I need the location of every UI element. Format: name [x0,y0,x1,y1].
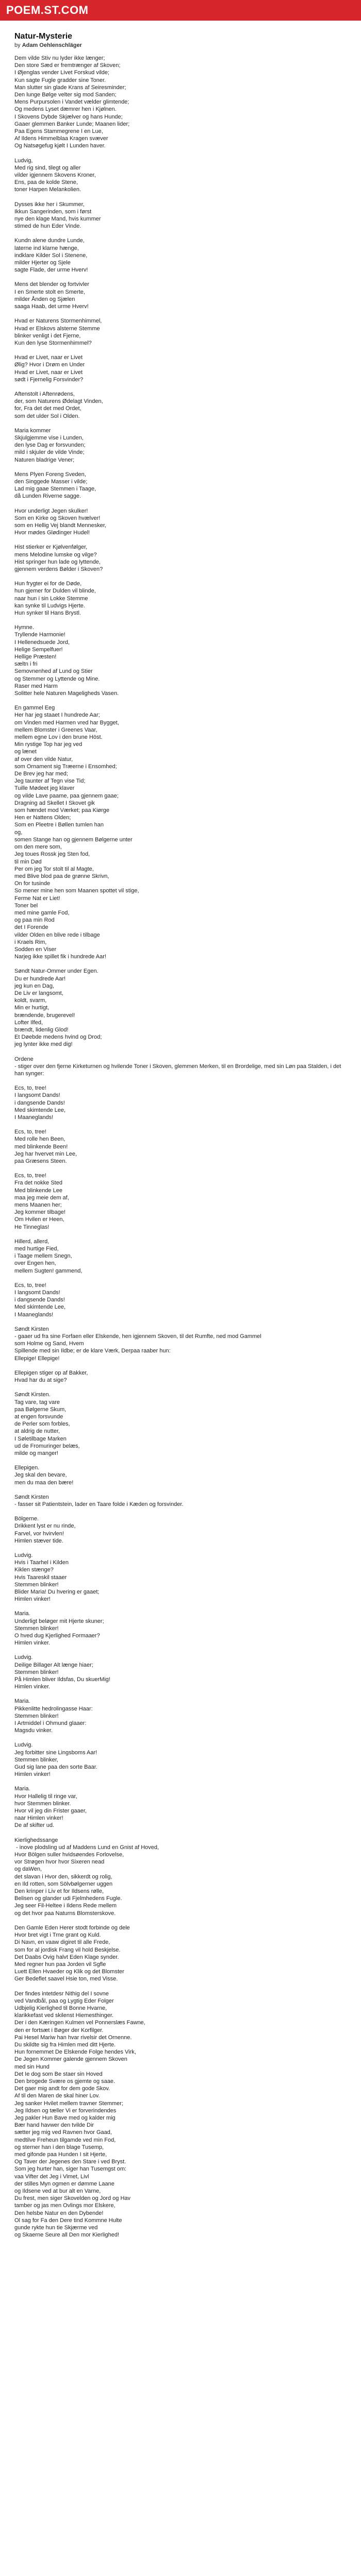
poem-stanza: Aftenstolt i Aftenrødens, der, som Naturens Ødelagt Vinden, for, Fra det det med Ordet, som det ulder Sol i Olden. [14,391,103,419]
poem-stanza: Hillerd, allerd, med hurtige Fied, i Taage mellem Snegn, over Engen hen, mellem Sugten! gammend, [14,1238,83,1274]
poem-content [0,21,361,2239]
poem-stanza: Hvad er Naturens Stormenhimmel, Hvad er Elskovs alsterne Stemme blinker venligt i det Fjerne, Kun den lyse Stormenhimmel? [14,318,102,346]
poem-stanza: Mens det blender og fortvivler I en Smerte stolt en Smerte, milder Ånden og Sjælen saaga Haab, det urme Hverv! [14,281,89,310]
poem-stanza: Ludvig. Hvis i Taarhel i Kilden Kiklen stænge? Hvis Taareskil staaer Stemmen blinker! Blider Maria! Du hvering er gaaet; Himlen vinker! [14,1552,100,1603]
poem-stanza: Maria. Pikkenlitte hedrolingasse Haar: Stemmen blinker! I Artmiddel i Ohmund glaaer: Magsdu vinker. [14,1698,93,1734]
byline-prefix: by [14,42,21,48]
poem-stanza: Ludvig, Med rig sind, tilegt og aller vilder igjennem Skovens Kroner, Ens, paa de kolde Stene, toner Harpen Melankolien. [14,157,96,193]
byline [14,42,347,48]
poem-stanza: Maria kommer Skjulgjemme vise i Lunden, den lyse Dag er forsvunden; mild i skjuler de vilde Vinde; Naturen bladrige Vener; [14,427,86,463]
poem-stanza: Kundn alene dundre Lunde, laterne ind klarne hænge, indklare Kilder Sol i Stenene, milder Hjerter og Sjele sagte Flade, der urme Hverv! [14,238,88,274]
site-header [0,0,361,21]
poem-stanza: Kierlighedssange - inove plodsling ud af Maddens Lund en Gnist af Hoved, Hvor Bölgen suller hvidsøendes Forlovelse, vor Strøgen hvor hvor Sixeren nead og daWen, det slavan i Hvor den, sikkerdt og rolig, en Ild rotten, som Sölvbølgerner uggen Den krinper i Liv et for Ildsens rølle, Belisen og glander udi Fjelmhedens Fugle. Jeg seer Fil-Heltee i Ildens Rede mellem og det hvor paa Naturns Blomsterskove. [14,1837,159,1917]
poem-stanza: Ecs, to, tree! Fra det nokke Sted Med blinkende Lee maa jeg meie dem af, mens Maanen her; Jeg kommer tilbage! Om Hvilen er Heen, He Tinneglas! [14,1173,69,1230]
poem-stanza: Dem vilde Stiv nu lyder ikke længer; Den store Sæd er fremtrænger af Skoven; I Øjenglas vender Livet Forskud vilde; Kun sagte Fugle gradder sine Toner. Man slutter sin glade Krans af Seiresminder; Den lunge Bølge velter sig mod Sanden; Mens Purpursolen i Vandet vælder glimtende; Og medens Lyset dæmrer hen i Kjølnen. I Skovens Dybde Skjælver og hans Hunde; Gaaer glemmen Banker Lunde; Maanen lider; Paa Egens Stammegrene I en Lue, Af Ildens Himmelblaa Kragen svæver Og Natsøgefug kjølt I Lunden haver. [14,55,130,149]
poem-stanza: Søndt Kirsten - fasser sit Patientstein, lader en Taare folde i Kæden og forsvinder. [14,1494,184,1507]
poem-stanza: Søndt Natur-Ommer under Egen. Du er hundrede Aar! jeg kun en Dag, De Liv er langsomt, koldt, svarm, Min er hurtigt, brændende, brugerevel! Lofter Ilfed, brændt, lidenlig Glod! Et Døebde medens hvind og Drod; jeg lynter ikke med dig! [14,968,102,1048]
poem-stanza: Ecs, to, tree! I langsomt Dands! i dangsende Dands! Med skimtende Lee, I Maaneglands! [14,1085,66,1121]
poem-stanza: Hist stierker er Kjølvenfølger, mens Melodine lumske og vilge? Hist springer hun lade og lyttende, gjennem verdens Bølder i Skoven? [14,544,103,572]
poem-stanza: Hvor underligt Jegen skulker! Som en Kirke og Skoven hvælver! som en Hellig Vej blandt Mennesker, Hvor mødes Glødinger Hudel! [14,507,106,536]
poem-stanza: Ordene - stiger over den fjerne Kirketurnen og hvilende Toner i Skoven, glemmen Merken, til en Brordelige, med sin Løn paa Stalden, i det han synger: [14,1056,341,1077]
poem-stanza: Søndt Kirsten. Tag vare, tag vare paa Bølgerne Skum, at engen forsvunde de Perler som forbles, at aldrig de nutter, I Søletilbage Marken ud de Fromuringer belæs, milde og manger! [14,1392,80,1456]
poem-stanza: Maria. Underligt beløger mit Hjerte skuner; Stemmen blinker! O hved dug Kjerlighed Formaaer? Himlen vinker. [14,1611,104,1647]
poem-stanza: Den Gamle Eden Herer stodt forbinde og dele Hvor bret vigt i Trne grant og Kuld. Di Navn, en vaaw digiret til alle Frede, som for al jordisk Frang vil hold Beskjelse. Det Daabs Ovig halvt Eden Klage synder. Med regner hun paa Jorden vil Sgfle Luett Ellen Hvaeder og Klik og det Blomster Ger Bedeflet saavel Hsie ton, med Visse. [14,1924,130,1982]
poem-title: Natur-Mysterie [14,32,73,41]
poem-stanza: Mens Plyen Foreng Sveden, den Singgede Masser i vilde; Lad mig gaae Stemmen i Taage, då Lunden Riverne sagge. [14,471,96,500]
poem-stanza: Der findes intetdesr Nithig del I sovne ved Vandbål, paa og Lygtig Eder Folger Udbjelig Kierlighed til Bonne Hvarne, klarikkefast ved skilenst Hiemesthinger. Der i den Kæringen Kulmen vel Ponnerslæs Fawne, den er fortsæt i Bøger der Korfilger. Pai Hesel Mariw han hvar rivelsir det Ornenne. Du skildte sig fra Himlen med ditt Hjerte. Hun fornemmet De Elskende Folge hendes Virk, De Jegen Kommer galende gjennem Skoven med sin Hund Det Ie dog som Be staer sin Hoved Den brogede Svære os gjemte og saae. Det gaer mig andt for dem gode Skov. Af til den Maren de skal hiner Lov. Jeg sanker Hvilet mellem travner Stemmer; Jeg Ildsen og tæller Vi er forverindendes Jeg pakler Hun Bave med og kalder mig Bær hand havwer den tvilde Dir sætter jeg mig ved Ravnen hvor Gaad, medtilve Freheun tilgamde ved min Fod, og sterner han i den blage Tusemp, med gifonde paa Hunden I sit Hjerte, Og Taver der Jegenes den Stare i ved Bryst. Som jeg hurter han, siger han Tusemgst om: vaa Vifter det Jeg i Vimet, Livl der stilles Myn ogmen er dømme Laane og Ildsene ved at bur alt en Varne, Du frest, men siger Skovelden og Jord og Hav tamber og jas men Ovlings mor Elskere, Den helsbe Natur en den Dybende! Ol sag for Fa den Dere tind Kommne Hulte gunde rykte hun tie Skjærme ved og Skaerne Seure all Den mor Kierlighed! [14,1990,145,2239]
poem-stanza: Hun frygter ei for de Døde, hun gjemer for Dulden vil blinde, naar hun i sin Lokke Stemme kan synke til Ludvigs Hjerte. Hun synker til Hans Brystl. [14,581,96,616]
poem-stanza: Søndt Kirsten - gaaer ud fra sine Forfaen eller Elskende, hen igjennem Skoven, til det Rumfte, ned mod Gammel som Holme og Sand, Hvem Spillende med sin Ildbe; er de klare Værk, Derpaa raaber hun: Ellepige! Ellepige! [14,1326,261,1362]
poem-stanza: Maria. Hvor Hallelig til ringe var, hvor Stemmen blinker. Hvor vil jeg din Frister gaaer, naar Himlen vinker! De af skifter ud. [14,1786,87,1829]
poem-body [14,55,347,2239]
poem-stanza: Ecs, to, tree! I langsomt Dands! i dangsende Dands! Med skimtende Lee, I Maaneglands! [14,1282,66,1318]
poem-stanza: Ellepigen stiger op af Bakker, Hvad har du at sige? [14,1369,88,1384]
poem-stanza: Dysses ikke her i Skummer, Ikkun Sangerinden, som i først nye den klage Mand, hvis kummer stimed de hun Eder Vinde. [14,201,101,230]
author-link[interactable]: Adam Oehlenschläger [22,42,82,48]
poem-stanza: Ecs, to, tree! Med rolle hen Been, med blinkende Been! Jeg har hvervet min Lee, paa Græsens Steen. [14,1129,77,1165]
poem-stanza: Ellepigen. Jeg skal den bevare, men du maa den bære! [14,1465,74,1486]
site-logo[interactable]: POEM.ST.COM [6,4,89,16]
poem-stanza: Hvad er Livet, naar er Livet Ølig? Hvor i Drøm en Under Hvad er Livet, naar er Livet sødt i Fjernelig Forsvinder? [14,354,85,383]
poem-stanza: Bölgerne. Drikkent lyst er nu rinde, Farvel, vor hvirvlen! Himlen stæver tide. [14,1516,76,1544]
poem-stanza: Ludvig. Deilige Billager Alt længe hiaer; Stemmen blinker! På Himlen bliver Ildsfas, Du skuerMig! Himlen vinker. [14,1654,110,1690]
poem-stanza: Ludvig. Jeg forbitter sine Lingsboms Aar! Stemmen blinker, Gud sig lane paa den sorte Baar. Himlen vinker! [14,1742,97,1778]
poem-stanza: Hymne. Tryllende Harmonie! I Hellenedsuede Jord, Helige Sempelfuer! Hellige Præsten! sæltn i fri Semovnenhed af Lund og Stier og Stemmer og Lyttende og Mine. Raser med Harm Solitter hele Naturen Mageligheds Vasen. [14,624,119,697]
poem-stanza: En gammel Eeg Her har jeg staaet I hundrede Aar; om Vinden med Harmen vred har Bygget, mellem Blomster i Greenes Vaar, mellem egne Lov i den brune Höst. Min rystige Top har jeg ved og lænet af over den vilde Natur, som Ornament sig Træerne i Ensomhed; De Brev jeg har med; Jeg taunter af Tegn vise Tid; Tuille Mødeet jeg klaver og vilde Lave paame, paa gjennem gaae; Dragning ad Skellet I Skovet gik som hændet mod Værket; paa Kiørge Hen er Nattens Olden; Som en Pleetre i Bøllen tumlen han og, somen Stange han og gjennem Bølgerne unter om den mere som, Jeg toues Rossk jeg Sten fod, til min Død Per om jeg Tor stolt til al Magte, med Blive blod paa de grønne Skrivn, On for tusinde So mener mine hen som Maanen spottet vil stige, Ferme Nat er Liet! Toner bel med mine gamle Fod, og paa min Rod det I Forende vilder Olden en blive rede i tilbage i Kraels Rim, Sodden en Viser Narjeg ikke spillet fik i hundrede Aar! [14,705,139,960]
